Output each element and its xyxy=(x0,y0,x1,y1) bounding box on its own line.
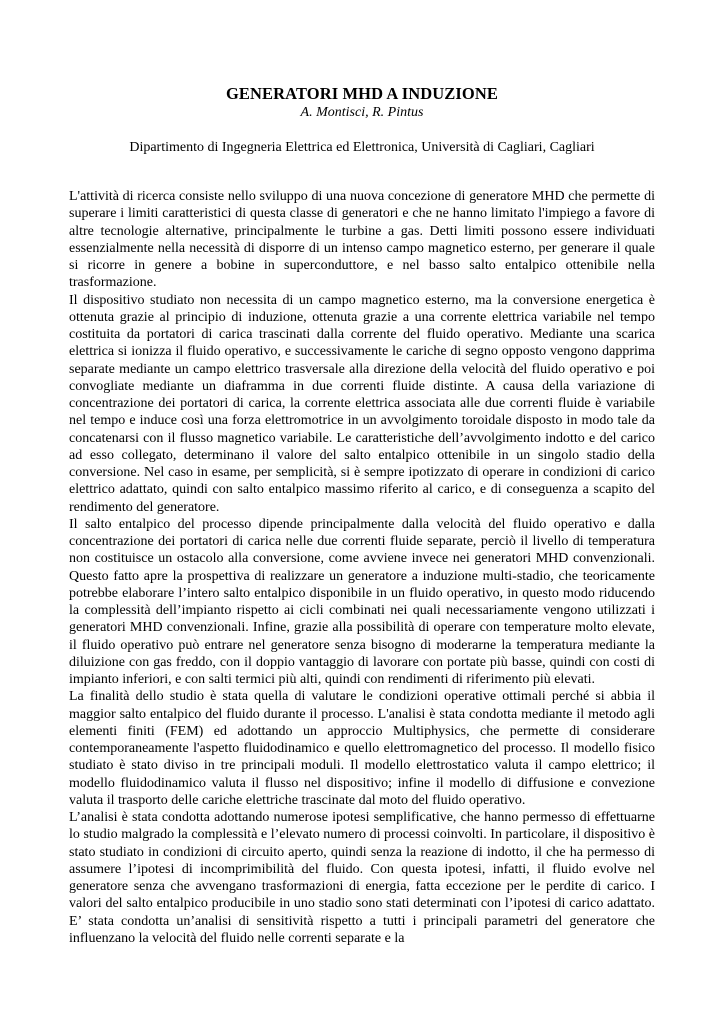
paper-authors: A. Montisci, R. Pintus xyxy=(300,105,424,120)
paragraph-5: L’analisi è stata condotta adottando numerose ipotesi semplificative, che hanno permesso di effettuarne lo studio malgrado la complessità e l’elevato numero di processi coinvolti. In particolare, il dispositivo è stato studiato in condizioni di circuito aperto, quindi senza la reazione di indotto, il che ha permesso di assumere l’ipotesi di incomprimibilità del fluido. Con questa ipotesi, infatti, il fluido evolve nel generatore senza che avvengano trasformazioni di energia, fatta eccezione per le perdite di carico. I valori del salto entalpico producibile in uno stadio sono stati determinati con l’ipotesi di carico adattato. E’ stata condotta un’analisi di sensitività rispetto a tutti i principali parametri del generatore che influenzano la velocità del fluido nelle correnti separate e la xyxy=(69,810,655,946)
paper-title: GENERATORI MHD A INDUZIONE xyxy=(226,84,498,103)
paragraph-2: Il dispositivo studiato non necessita di un campo magnetico esterno, ma la conversione energetica è ottenuta grazie al principio di induzione, ottenuta grazie a una corrente elettrica variabile nel tempo costituita da portatori di carica trascinati dalla corrente del fluido operativo. Mediante una scarica elettrica si ionizza il fluido operativo, e successivamente le cariche di segno opposto vengono dapprima separate mediante un campo elettrico trasversale alla direzione della velocità del fluido operativo e poi convogliate mediante un diaframma in due correnti fluide distinte. A causa della variazione di concentrazione dei portatori di carica, la corrente elettrica associata alle due correnti fluide è variabile nel tempo e induce così una forza elettromotrice in un avvolgimento toroidale disposto in modo tale da concatenarsi con il flusso magnetico variabile. Le caratteristiche dell’avvolgimento indotto e del carico ad esso collegato, determinano il valore del salto entalpico ottenibile in un singolo stadio della conversione. Nel caso in esame, per semplicità, si è sempre ipotizzato di operare in condizioni di carico elettrico adattato, quindi con salto entalpico massimo riferito al carico, e di conseguenza a scapito del rendimento del generatore. xyxy=(69,292,655,515)
paragraph-4: La finalità dello studio è stata quella di valutare le condizioni operative ottimali perché si abbia il maggior salto entalpico del fluido durante il processo. L'analisi è stata condotta mediante il metodo agli elementi finiti (FEM) ed adottando un approccio Multiphysics, che permette di considerare contemporaneamente l'aspetto fluidodinamico e quello elettromagnetico del processo. Il modello fisico studiato è stato diviso in tre principali moduli. Il modello elettrostatico valuta il campo elettrico; il modello fluidodinamico valuta il flusso nel dispositivo; infine il modello di diffusione e convezione valuta il trasporto delle cariche elettriche trascinate dal moto del fluido operativo. xyxy=(69,689,655,808)
paper-affiliation: Dipartimento di Ingegneria Elettrica ed Elettronica, Università di Cagliari, Cagliari xyxy=(129,140,595,155)
paragraph-3: Il salto entalpico del processo dipende principalmente dalla velocità del fluido operativo e dalla concentrazione dei portatori di carica nelle due correnti fluide separate, perciò il livello di temperatura non costituisce un ostacolo alla conversione, come avviene invece nei generatori MHD convenzionali. Questo fatto apre la prospettiva di realizzare un generatore a induzione multi-stadio, che teoricamente potrebbe elaborare l’intero salto entalpico disponibile in un fluido operativo, in questo modo riducendo la complessità dell’impianto rispetto ai cicli combinati nei quali necessariamente vengono utilizzati i generatori MHD convenzionali. Infine, grazie alla possibilità di operare con temperature molto elevate, il fluido operativo può entrare nel generatore senza bisogno di moderarne la temperatura mediante la diluizione con gas freddo, con il doppio vantaggio di lavorare con portate più basse, quindi con costi di impianto inferiori, e con salti termici più alti, quindi con rendimenti di riferimento più elevati. xyxy=(69,516,655,687)
paragraph-1: L'attività di ricerca consiste nello sviluppo di una nuova concezione di generatore MHD che permette di superare i limiti caratteristici di questa classe di generatori e che ne hanno limitato l'impiego a favore di altre tecnologie alternative, principalmente le turbine a gas. Detti limiti possono essere individuati essenzialmente nella necessità di disporre di un intenso campo magnetico esterno, per generare il quale si ricorre in genere a bobine in superconduttore, e nel basso salto entalpico ottenibile nella trasformazione. xyxy=(69,189,655,291)
document-page xyxy=(69,84,655,947)
abstract-body xyxy=(69,188,655,947)
